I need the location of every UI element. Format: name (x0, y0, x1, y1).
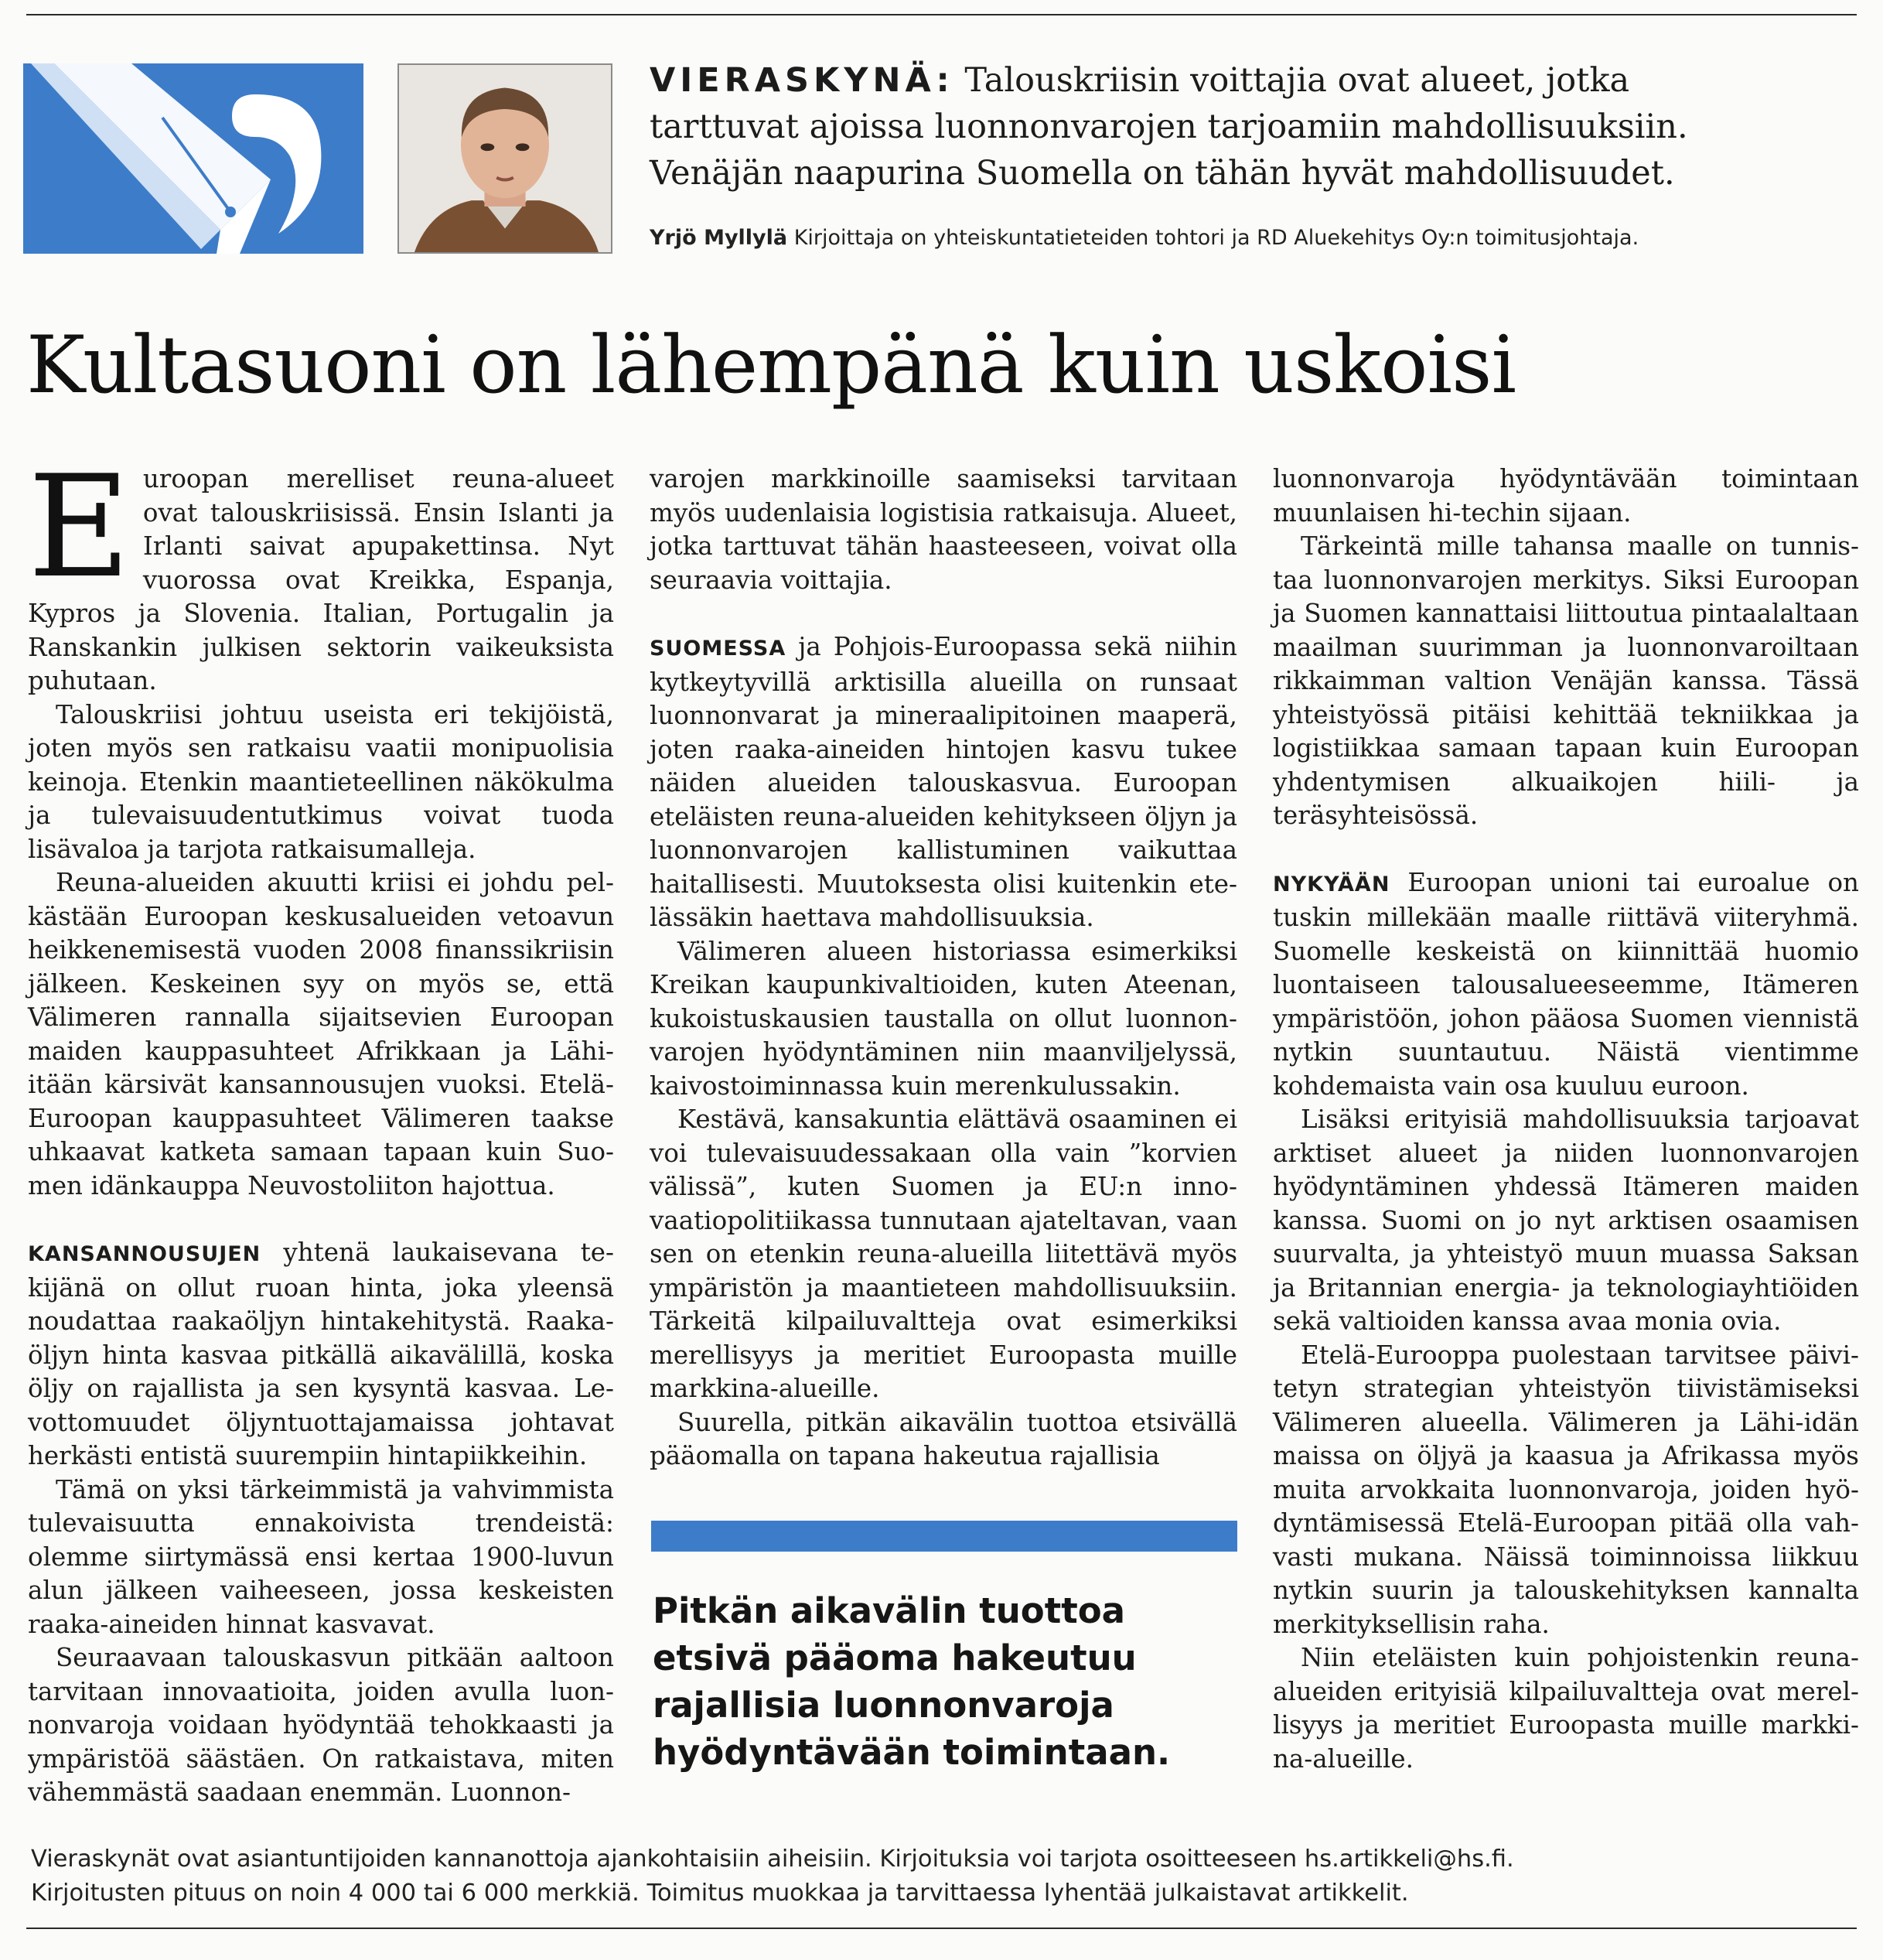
paragraph: varojen markkinoille saamiseksi tarvitaan myös uudenlaisia logistisia ratkaisuja. Alueet, jotka tarttuvat tähän haasteeseen, voivat olla seuraavia voittajia. (650, 464, 1237, 595)
paragraph: Välimeren alueen historiassa esimerkiksi Kreikan kaupunkivaltioiden, kuten Ateenan, kukoistuskausien taustalla on ollut luonnonvarojen hyödyntäminen niin maanviljelyssä, kaivostoiminnassa kuin merenkulussakin. (650, 936, 1237, 1101)
pen-nib-icon (23, 63, 363, 254)
pen-nib-logo (23, 63, 363, 254)
intro-line-3: Venäjän naapurina Suomella on tähän hyvät mahdollisuudet. (650, 154, 1675, 193)
paragraph: Kestävä, kansakuntia elättävä osaaminen ei voi tulevaisuudessakaan olla vain ”korvien välissä”, kuten Suomen ja EU:n innovaatiopolitiikassa tunnutaan ajateltavan, vaan sen on etenkin reuna-alueilla liitettävä myös ympäristön ja maantieteen mahdollisuuksiin. Tärkeitä kilpailuvaltteja ovat esimerkiksi merellisyys ja meritiet Euroopasta muille markkina-alueille. (650, 1105, 1237, 1403)
paragraph: Reuna-alueiden akuutti kriisi ei johdu pelkästään Euroopan keskusalueiden vetoavun heikkenemisestä vuoden 2008 finanssikriisin jälkeen. Keskeinen syy on myös se, että Välimeren rannalla sijaitsevien Euroopan maiden kauppasuhteet Afrikkaan ja Lähi-itään kärsivät kansannousujen vuoksi. Etelä-Euroopan kauppasuhteet Välimeren taakse uhkaavat katketa samaan tapaan kuin Suomen idänkauppa Neuvostoliiton hajottua. (28, 868, 614, 1200)
footer-note (31, 1842, 1856, 1910)
paragraph: Tämä on yksi tärkeimmistä ja vahvimmista tulevaisuutta ennakoivista trendeistä: olemme siirtymässä ensi kertaa 1900-luvun alun jälkeen vaiheeseen, jossa keskeisten raaka-aineiden hinnat kasvavat. (28, 1474, 614, 1639)
paragraph (1273, 866, 1859, 1104)
paragraph: Niin eteläisten kuin pohjoistenkin reunaalueiden erityisiä kilpailuvaltteja ovat merellisyys ja meritiet Euroopasta muille markkina-alueille. (1273, 1643, 1859, 1774)
paragraph-text: Euroopan unioni tai euroalue on tuskin millekään maalle riittävä viiteryhmä. Suomelle keskeistä on kiinnittää huomio luontaiseen talousalueeseemme, Itämeren ympäristöön, johon pääosa Suomen viennistä nytkin suuntautuu. Näistä vientimme kohdemaista vain osa kuuluu euroon. (1273, 867, 1859, 1101)
lead-in: KANSANNOUSUJEN (28, 1242, 261, 1266)
intro-line-1: Talouskriisin voittajia ovat alueet, jotka (964, 61, 1630, 100)
paragraph (28, 445, 614, 698)
top-rule (26, 14, 1857, 15)
paragraph: Seuraavaan talouskasvun pitkään aaltoon tarvitaan innovaatioita, joiden avulla luonnonvaroja voidaan hyödyntää tehokkaasti ja ympäristöä säästäen. On ratkaistava, miten vähemmästä saadaan enemmän. Luonnon- (28, 1643, 614, 1807)
lead-in: SUOMESSA (650, 637, 786, 661)
intro-line-2: tarttuvat ajoissa luonnonvarojen tarjoamiin mahdollisuuksiin. (650, 108, 1688, 146)
section-label: VIERASKYNÄ: (650, 61, 954, 100)
lead-in: NYKYÄÄN (1273, 872, 1390, 896)
paragraph: Lisäksi erityisiä mahdollisuuksia tarjoavat arktiset alueet ja niiden luonnonvarojen hyödyntäminen yhdessä Itämeren maiden kanssa. Suomi on jo nyt arktisen osaamisen suurvalta, ja yhteistyö muun muassa Saksan ja Britannian energia- ja teknologiayhtiöiden sekä valtioiden kanssa avaa monia ovia. (1273, 1105, 1859, 1336)
author-photo (397, 63, 612, 254)
byline (650, 224, 1871, 252)
footer-line-1: Vieraskynät ovat asiantuntijoiden kannanottoja ajankohtaisiin aiheisiin. Kirjoituksia voi tarjota osoitteeseen hs.artikkeli@hs.fi. (31, 1846, 1514, 1873)
paragraph: Etelä-Eurooppa puolestaan tarvitsee päivitetyn strategian yhteistyön tiivistämiseksi Välimeren alueella. Välimeren ja Lähi-idän maissa on öljyä ja kaasua ja Afrikassa myös muita arvokkaita luonnonvaroja, joiden hyödyntämisessä Etelä-Euroopan pitää olla vahvasti mukana. Näissä toiminnoissa liikkuu nytkin suurin ja talouskehityksen kannalta merkityksellisin raha. (1273, 1340, 1859, 1639)
pull-quote: Pitkän aikavälin tuottoa etsivä pääoma hakeutuu rajallisia luonnonvaroja hyödyntävään toimintaan. (653, 1590, 1171, 1773)
paragraph-text: uroopan merelliset reuna-alueet ovat talouskriisissä. Ensin Islanti ja Irlanti saivat apupakettinsa. Nyt vuorossa ovat Kreikka, Espanja, Kypros ja Slovenia. Italian, Portugalin ja Ranskankin julkisen sektorin vaikeuksista puhutaan. (28, 464, 614, 695)
column-1 (28, 445, 614, 1810)
paragraph-text: ja Pohjois-Euroopassa sekä niihin kytkeytyvillä arktisilla alueilla on runsaat luonnonvarat ja mineraalipitoinen maaperä, joten raaka-aineiden hintojen kasvu tukee näiden alueiden talouskasvua. Euroopan eteläisten reuna-alueiden kehitykseen öljyn ja luonnonvarojen kallistuminen vaikuttaa haitallisesti. Muutoksesta olisi kuitenkin etelässäkin haettava mahdollisuuksia. (650, 632, 1237, 932)
paragraph-text: yhtenä laukaisevana tekijänä on ollut ruoan hinta, joka yleensä noudattaa raakaöljyn hintakehitystä. Raakaöljyn hinta kasvaa pitkällä aikavälillä, koska öljy on rajallista ja sen kysyntä kasvaa. Levottomuudet öljyntuottajamaissa johtavat herkästi entistä suurempiin hintapiikkeihin. (28, 1238, 614, 1470)
author-description: Kirjoittaja on yhteiskuntatieteiden tohtori ja RD Aluekehitys Oy:n toimitusjohtaja. (793, 226, 1639, 250)
paragraph: Suurella, pitkän aikavälin tuottoa etsivällä pääomalla on tapana hakeutua rajallisia (650, 1407, 1237, 1470)
footer-line-2: Kirjoitusten pituus on noin 4 000 tai 6 000 merkkiä. Toimitus muokkaa ja tarvittaessa lyhentää julkaistavat artikkelit. (31, 1880, 1409, 1907)
bottom-rule (26, 1928, 1857, 1929)
drop-cap: E (28, 445, 131, 609)
paragraph (650, 630, 1237, 935)
author-portrait-icon (399, 65, 611, 252)
author-name: Yrjö Myllylä (650, 226, 788, 250)
paragraph: Talouskriisi johtuu useista eri tekijöistä, joten myös sen ratkaisu vaatii monipuolisia keinoja. Etenkin maantieteellinen näkökulma ja tulevaisuudentutkimus voivat tuoda lisävaloa ja tarjota ratkaisumalleja. (28, 699, 614, 864)
paragraph: luonnonvaroja hyödyntävään toimintaan muunlaisen hi-techin sijaan. (1273, 464, 1859, 528)
pull-quote-bar (651, 1521, 1237, 1552)
paragraph (28, 1236, 614, 1473)
headline: Kultasuoni on lähempänä kuin uskoisi (26, 319, 1516, 411)
column-2 (650, 463, 1237, 1473)
column-3 (1273, 463, 1859, 1776)
paragraph: Tärkeintä mille tahansa maalle on tunnistaa luonnonvarojen merkitys. Siksi Euroopan ja Suomen kannattaisi liittoutua pintaalaltaan maailman suurimman ja luonnonvaroiltaan rikkaimman valtion Venäjän kanssa. Tässä yhteistyössä pitäisi kehittää tekniikkaa ja logistiikkaa samaan tapaan kuin Euroopan yhdentymisen alkuaikojen hiili- ja teräsyhteisössä. (1273, 531, 1859, 830)
intro-text (650, 57, 1856, 196)
